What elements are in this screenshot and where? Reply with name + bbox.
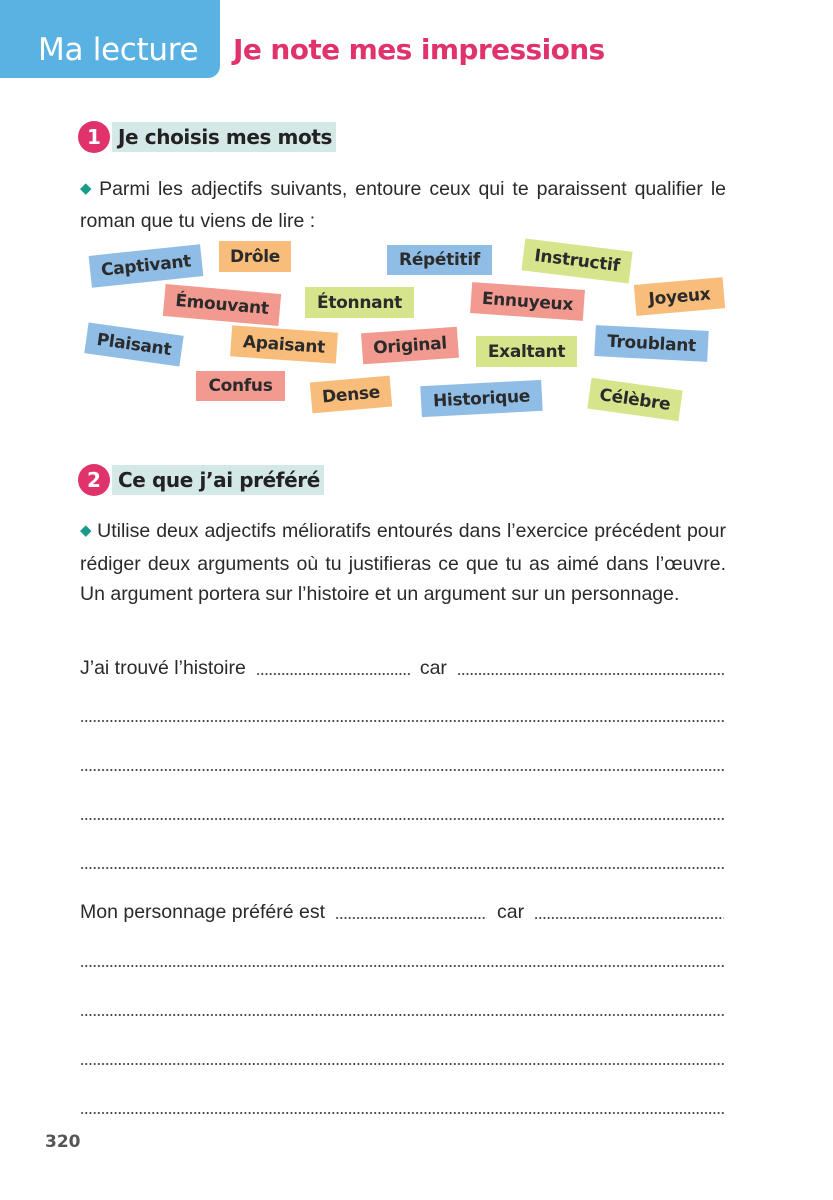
adjective-tag-original[interactable]: Original [361,327,459,365]
section-2-instruction [80,516,726,610]
adjective-tag-dense[interactable]: Dense [310,376,392,414]
adjective-tag-apaisant[interactable]: Apaisant [230,325,338,363]
character-write-line-4[interactable] [80,1112,724,1114]
section-2-instruction-text: Utilise deux adjectifs mélioratifs entourés dans l’exercice précédent pour rédiger deux arguments où tu justifieras ce que tu as aimé dans l’œuvre. Un argument portera sur l’histoire et un argument sur un personnage. [80,520,726,605]
section-2-number-badge: 2 [78,464,110,496]
character-write-line-3[interactable] [80,1063,724,1065]
adjective-tag-ennuyeux[interactable]: Ennuyeux [470,282,585,321]
adjective-tag-historique[interactable]: Historique [420,380,542,417]
adjective-tag-emouvant[interactable]: Émouvant [163,284,281,326]
story-write-line-1[interactable] [80,720,724,722]
section-2-heading [78,463,324,497]
story-reason-blank[interactable] [457,673,724,675]
story-write-line-4[interactable] [80,867,724,869]
prompt-character-car: car [497,901,525,923]
header-tab-label: Ma lecture [38,32,199,68]
adjective-tag-confus[interactable]: Confus [196,371,285,401]
section-1-title: Je choisis mes mots [112,122,336,152]
adjective-tag-troublant[interactable]: Troublant [594,325,708,362]
story-adjective-blank[interactable] [256,673,410,675]
character-write-line-1[interactable] [80,965,724,967]
prompt-story-row [80,654,724,680]
section-1-heading [78,120,336,154]
diamond-bullet-icon: ◆ [80,522,93,539]
character-write-line-2[interactable] [80,1014,724,1016]
story-write-line-3[interactable] [80,818,724,820]
diamond-bullet-icon: ◆ [80,180,95,197]
adjective-tag-celebre[interactable]: Célèbre [587,378,682,422]
prompt-story-label: J’ai trouvé l’histoire [80,657,246,679]
adjective-tag-plaisant[interactable]: Plaisant [84,322,183,366]
prompt-story-car: car [419,657,447,679]
prompt-character-row [80,898,724,924]
section-1-number-badge: 1 [78,121,110,153]
adjective-tag-drole[interactable]: Drôle [219,241,291,272]
adjective-tag-etonnant[interactable]: Étonnant [305,287,414,318]
section-1-instruction-text: Parmi les adjectifs suivants, entoure ceux qui te paraissent qualifier le roman que tu viens de lire : [80,178,726,232]
adjective-tag-captivant[interactable]: Captivant [89,244,204,288]
story-write-line-2[interactable] [80,769,724,771]
character-name-blank[interactable] [335,917,487,919]
section-1-instruction [80,174,726,236]
adjective-tag-exaltant[interactable]: Exaltant [476,336,577,367]
header-tab [0,0,220,78]
character-reason-blank[interactable] [534,917,724,919]
adjective-tag-instructif[interactable]: Instructif [521,239,632,284]
page-number: 320 [45,1132,81,1152]
adjective-tag-joyeux[interactable]: Joyeux [634,277,725,316]
prompt-character-label: Mon personnage préféré est [80,901,325,923]
adjective-tag-repetitif[interactable]: Répétitif [387,245,492,275]
section-2-title: Ce que j’ai préféré [112,465,324,495]
page-title: Je note mes impressions [233,33,605,66]
